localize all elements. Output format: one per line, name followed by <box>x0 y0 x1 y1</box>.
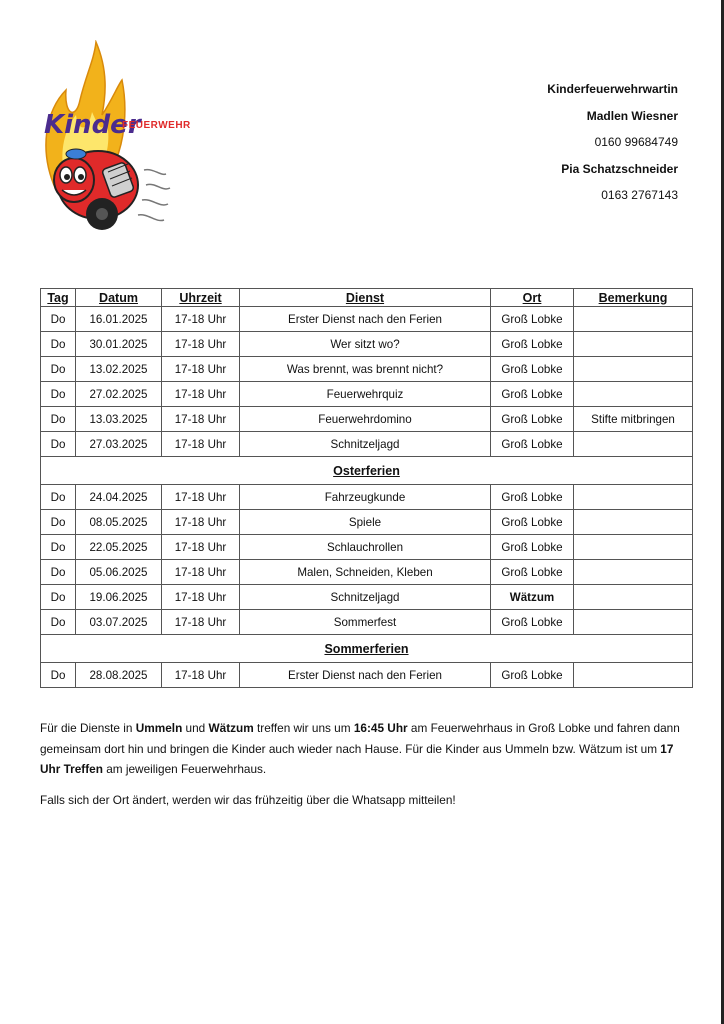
cell-uhrzeit: 17-18 Uhr <box>162 510 240 535</box>
cell-tag: Do <box>41 332 76 357</box>
cell-dienst: Erster Dienst nach den Ferien <box>240 663 491 688</box>
header-datum: Datum <box>76 289 162 307</box>
notes-bold-ummeln: Ummeln <box>135 721 183 735</box>
contact-phone-1: 0160 99684749 <box>594 135 678 149</box>
cell-ort: Wätzum <box>491 585 574 610</box>
cell-ort: Groß Lobke <box>491 332 574 357</box>
cell-datum: 05.06.2025 <box>76 560 162 585</box>
cell-bemerkung <box>574 432 693 457</box>
cell-tag: Do <box>41 357 76 382</box>
cell-datum: 28.08.2025 <box>76 663 162 688</box>
cell-uhrzeit: 17-18 Uhr <box>162 332 240 357</box>
cell-datum: 03.07.2025 <box>76 610 162 635</box>
cell-ort: Groß Lobke <box>491 407 574 432</box>
contact-block <box>547 76 678 209</box>
cell-ort: Groß Lobke <box>491 307 574 332</box>
cell-bemerkung <box>574 510 693 535</box>
cell-uhrzeit: 17-18 Uhr <box>162 432 240 457</box>
table-header-row <box>41 289 693 307</box>
cell-tag: Do <box>41 585 76 610</box>
logo-graphic <box>36 40 196 240</box>
cell-dienst: Erster Dienst nach den Ferien <box>240 307 491 332</box>
cell-tag: Do <box>41 560 76 585</box>
cell-dienst: Malen, Schneiden, Kleben <box>240 560 491 585</box>
cell-bemerkung <box>574 610 693 635</box>
logo-kinder-text: Kinder <box>44 110 141 140</box>
header-tag: Tag <box>41 289 76 307</box>
cell-datum: 19.06.2025 <box>76 585 162 610</box>
cell-dienst: Fahrzeugkunde <box>240 485 491 510</box>
contact-role: Kinderfeuerwehrwartin <box>547 82 678 96</box>
cell-ort: Groß Lobke <box>491 610 574 635</box>
notes-text: am Feuerwehrhaus in Groß Lobke und fahren dann gemeinsam dort hin und bringen die Kinder auch wieder nach Hause. Für die Kinder aus Ummeln bzw. Wätzum ist um <box>40 721 680 756</box>
section-row-osterferien <box>41 457 693 485</box>
table-row <box>41 510 693 535</box>
header-bemerkung: Bemerkung <box>574 289 693 307</box>
contact-name-1: Madlen Wiesner <box>586 108 678 123</box>
cell-dienst: Spiele <box>240 510 491 535</box>
notes-bold-meeting: 17 Uhr Treffen <box>40 741 674 776</box>
cell-datum: 13.02.2025 <box>76 357 162 382</box>
cell-bemerkung <box>574 332 693 357</box>
table-row <box>41 332 693 357</box>
schedule-table <box>40 288 693 688</box>
table-row <box>41 535 693 560</box>
notes-paragraph-1 <box>40 718 690 780</box>
cell-datum: 24.04.2025 <box>76 485 162 510</box>
cell-uhrzeit: 17-18 Uhr <box>162 535 240 560</box>
cell-dienst: Sommerfest <box>240 610 491 635</box>
cell-dienst: Feuerwehrquiz <box>240 382 491 407</box>
cell-dienst: Schlauchrollen <box>240 535 491 560</box>
cell-ort: Groß Lobke <box>491 432 574 457</box>
table-row <box>41 357 693 382</box>
cell-dienst: Was brennt, was brennt nicht? <box>240 357 491 382</box>
cell-ort: Groß Lobke <box>491 382 574 407</box>
table-row <box>41 560 693 585</box>
kinderfeuerwehr-logo <box>36 40 196 240</box>
table-row <box>41 407 693 432</box>
notes-bold-waetzum: Wätzum <box>208 721 254 735</box>
cell-ort: Groß Lobke <box>491 357 574 382</box>
cell-bemerkung <box>574 357 693 382</box>
cell-datum: 22.05.2025 <box>76 535 162 560</box>
cell-ort: Groß Lobke <box>491 535 574 560</box>
cell-tag: Do <box>41 663 76 688</box>
logo-feuerwehr-text: FEUERWEHR <box>122 120 191 131</box>
cell-tag: Do <box>41 407 76 432</box>
cell-datum: 08.05.2025 <box>76 510 162 535</box>
cell-ort: Groß Lobke <box>491 510 574 535</box>
cell-bemerkung: Stifte mitbringen <box>574 407 693 432</box>
cell-tag: Do <box>41 510 76 535</box>
cell-bemerkung <box>574 485 693 510</box>
cell-ort: Groß Lobke <box>491 663 574 688</box>
cell-bemerkung <box>574 663 693 688</box>
notes-text: Für die Dienste in <box>40 721 136 735</box>
table-row <box>41 663 693 688</box>
notes-bold-time: 16:45 Uhr <box>353 721 408 735</box>
table-row <box>41 485 693 510</box>
cell-tag: Do <box>41 610 76 635</box>
cell-uhrzeit: 17-18 Uhr <box>162 585 240 610</box>
cell-uhrzeit: 17-18 Uhr <box>162 307 240 332</box>
cell-dienst: Schnitzeljagd <box>240 432 491 457</box>
cell-bemerkung <box>574 307 693 332</box>
cell-uhrzeit: 17-18 Uhr <box>162 357 240 382</box>
cell-bemerkung <box>574 535 693 560</box>
notes-text: treffen wir uns um <box>253 721 354 735</box>
contact-name-2: Pia Schatzschneider <box>561 161 678 176</box>
cell-tag: Do <box>41 535 76 560</box>
notes-text: und <box>182 721 209 735</box>
cell-dienst: Feuerwehrdomino <box>240 407 491 432</box>
notes-paragraph-2: Falls sich der Ort ändert, werden wir das frühzeitig über die Whatsapp mitteilen! <box>40 792 456 807</box>
cell-datum: 13.03.2025 <box>76 407 162 432</box>
cell-datum: 27.02.2025 <box>76 382 162 407</box>
cell-uhrzeit: 17-18 Uhr <box>162 485 240 510</box>
cell-uhrzeit: 17-18 Uhr <box>162 610 240 635</box>
cell-ort: Groß Lobke <box>491 560 574 585</box>
table-row <box>41 585 693 610</box>
cell-dienst: Wer sitzt wo? <box>240 332 491 357</box>
cell-tag: Do <box>41 382 76 407</box>
cell-bemerkung <box>574 382 693 407</box>
cell-datum: 30.01.2025 <box>76 332 162 357</box>
cell-datum: 16.01.2025 <box>76 307 162 332</box>
cell-tag: Do <box>41 307 76 332</box>
cell-tag: Do <box>41 485 76 510</box>
cell-datum: 27.03.2025 <box>76 432 162 457</box>
cell-uhrzeit: 17-18 Uhr <box>162 407 240 432</box>
cell-tag: Do <box>41 432 76 457</box>
table-row <box>41 307 693 332</box>
cell-bemerkung <box>574 585 693 610</box>
cell-dienst: Schnitzeljagd <box>240 585 491 610</box>
cell-uhrzeit: 17-18 Uhr <box>162 663 240 688</box>
table-row <box>41 432 693 457</box>
table-row <box>41 610 693 635</box>
section-title: Sommerferien <box>41 635 693 663</box>
table-row <box>41 382 693 407</box>
cell-ort: Groß Lobke <box>491 485 574 510</box>
cell-uhrzeit: 17-18 Uhr <box>162 382 240 407</box>
notes-section <box>40 718 690 820</box>
header-uhrzeit: Uhrzeit <box>162 289 240 307</box>
section-title: Osterferien <box>41 457 693 485</box>
header-ort: Ort <box>491 289 574 307</box>
cell-uhrzeit: 17-18 Uhr <box>162 560 240 585</box>
cell-bemerkung <box>574 560 693 585</box>
notes-text: am jeweiligen Feuerwehrhaus. <box>102 762 267 776</box>
header-dienst: Dienst <box>240 289 491 307</box>
section-row-sommerferien <box>41 635 693 663</box>
contact-phone-2: 0163 2767143 <box>601 188 678 202</box>
